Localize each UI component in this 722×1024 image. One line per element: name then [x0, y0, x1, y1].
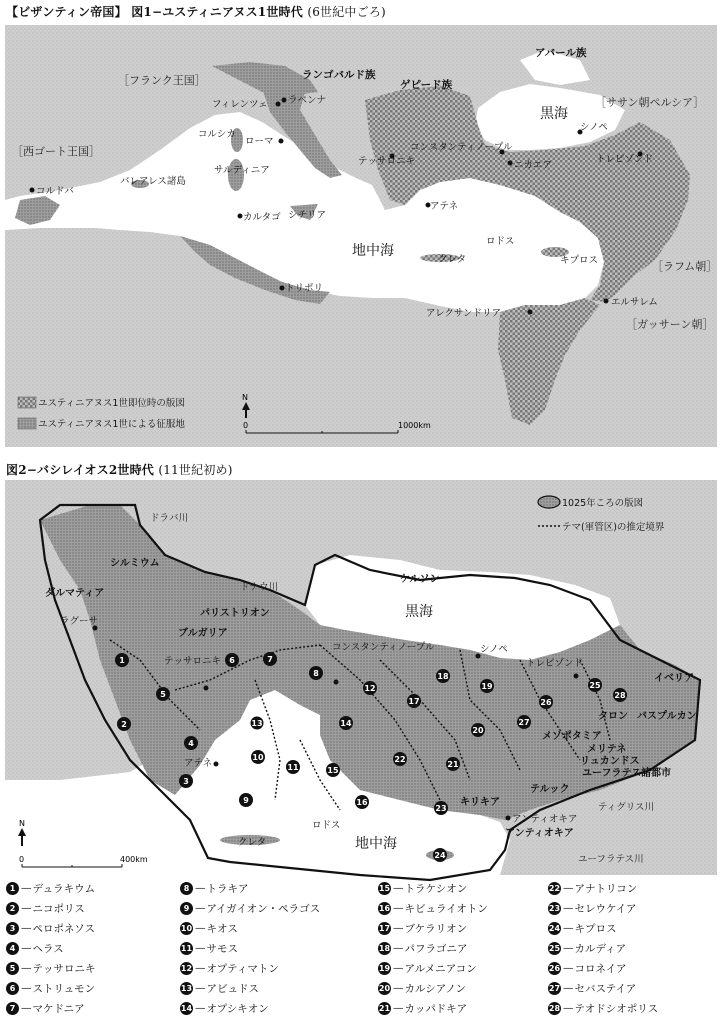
- theme-legend-item: [6, 998, 96, 1018]
- theme-marker: [517, 715, 531, 729]
- fig2-region-label: メソポタミア: [542, 731, 602, 742]
- theme-marker: [250, 716, 264, 730]
- svg-text:2: 2: [121, 720, 127, 729]
- fig2-sea-label: 地中海: [355, 836, 397, 852]
- fig2-region-label: リュカンドス: [580, 756, 640, 767]
- legend-dash: —: [563, 1002, 574, 1014]
- fig2-region-label: メリテネ: [587, 744, 627, 755]
- theme-number-badge: 4: [6, 942, 19, 955]
- theme-name: コロネイア: [574, 962, 627, 975]
- svg-text:23: 23: [435, 804, 447, 813]
- svg-text:7: 7: [267, 655, 273, 664]
- fig2-city-label: シノペ: [480, 644, 508, 655]
- svg-text:12: 12: [364, 684, 376, 693]
- legend-dash: —: [21, 1002, 32, 1014]
- fig2-region-label: バスプルカン: [637, 711, 697, 722]
- theme-legend-item: [378, 978, 488, 998]
- svg-text:10: 10: [252, 753, 264, 762]
- theme-name: ペロポネソス: [32, 922, 95, 935]
- fig2-region-label: シルミウム: [110, 558, 160, 569]
- fig1-region-label: ［ガッサーン朝］: [626, 318, 714, 331]
- theme-name: テッサロニキ: [32, 962, 96, 975]
- fig1-sea-label: 地中海: [352, 243, 394, 259]
- theme-legend-item: [378, 898, 488, 918]
- theme-legend-column: [548, 878, 658, 1018]
- theme-legend-column: [6, 878, 96, 1018]
- theme-number-badge: 21: [378, 1003, 391, 1013]
- svg-text:14: 14: [340, 719, 352, 728]
- legend-dash: —: [393, 1002, 404, 1014]
- theme-number-badge: 19: [378, 963, 391, 973]
- theme-marker: [239, 793, 253, 807]
- theme-legend-item: [378, 918, 488, 938]
- theme-number-badge: 28: [548, 1003, 561, 1013]
- theme-marker: [446, 757, 460, 771]
- theme-number-badge: 9: [180, 902, 193, 915]
- theme-marker: [251, 750, 265, 764]
- theme-name: ヘラス: [32, 942, 64, 955]
- theme-marker: [407, 694, 421, 708]
- theme-name: アビュドス: [206, 982, 259, 995]
- theme-name: カッパドキア: [404, 1002, 468, 1015]
- theme-name: セレウケイア: [574, 902, 637, 915]
- fig2-city-label: アテネ: [184, 758, 213, 769]
- theme-marker: [471, 723, 485, 737]
- legend-dash: —: [393, 902, 404, 914]
- fig1-heading-main: 図1−ユスティニアヌス1世時代: [131, 5, 303, 19]
- theme-legend-item: [6, 978, 96, 998]
- theme-number-badge: 15: [378, 883, 391, 893]
- fig2-river-label: ドラバ川: [150, 513, 189, 524]
- legend-dash: —: [21, 962, 32, 974]
- theme-legend-item: [180, 878, 320, 898]
- fig1-heading-bracket: 【ビザンティン帝国】: [6, 5, 127, 19]
- svg-text:20: 20: [472, 726, 484, 735]
- fig2-region-label: テルック: [530, 784, 570, 795]
- legend-dash: —: [195, 902, 206, 914]
- fig1-city-label: トレビゾンド: [596, 154, 654, 165]
- fig1-city-label: トリポリ: [285, 283, 324, 294]
- fig1-legend-label: ユスティニアヌス1世即位時の版図: [38, 398, 185, 409]
- fig1-map: [5, 25, 717, 447]
- svg-text:16: 16: [356, 798, 368, 807]
- fig2-river-label: ドナウ川: [240, 582, 279, 593]
- theme-name: デュラキウム: [32, 882, 96, 895]
- svg-text:6: 6: [229, 656, 235, 665]
- theme-legend: [0, 878, 722, 1024]
- theme-legend-item: [6, 878, 96, 898]
- theme-legend-item: [378, 938, 488, 958]
- theme-name: アイガイオン・ペラゴス: [206, 902, 321, 915]
- theme-legend-item: [180, 938, 320, 958]
- fig1-city-label: エルサレム: [611, 297, 658, 308]
- fig1-tribe-label: アバール族: [535, 47, 587, 59]
- svg-text:25: 25: [589, 681, 601, 690]
- fig1-city-label: コンスタンティノープル: [410, 142, 513, 153]
- theme-number-badge: 7: [6, 1002, 19, 1015]
- fig2-heading-sub: (11世紀初め): [158, 463, 233, 477]
- fig2-river-label: ティグリス川: [598, 802, 655, 813]
- legend-dash: —: [563, 902, 574, 914]
- fig2-city-label: ロドス: [312, 820, 341, 831]
- theme-name: オプティマトン: [206, 962, 279, 975]
- theme-marker: [309, 666, 323, 680]
- theme-name: セバステイア: [574, 982, 637, 995]
- legend-dash: —: [21, 922, 32, 934]
- legend-dash: —: [195, 942, 206, 954]
- fig1-region-label: ［フランク王国］: [118, 74, 206, 87]
- theme-name: ストリュモン: [32, 982, 96, 995]
- theme-legend-item: [548, 938, 658, 958]
- fig2-map: [5, 480, 717, 880]
- fig1-city-label: シノペ: [580, 122, 608, 133]
- fig2-city-label: アンティオキア: [512, 814, 578, 825]
- fig1-tribe-label: ゲピード族: [400, 79, 453, 91]
- theme-legend-item: [548, 998, 658, 1018]
- theme-name: キビュライオトン: [404, 902, 488, 915]
- svg-text:18: 18: [437, 672, 449, 681]
- legend-dash: —: [195, 962, 206, 974]
- theme-name: トラケシオン: [404, 882, 468, 895]
- svg-text:13: 13: [251, 719, 263, 728]
- legend-dash: —: [21, 982, 32, 994]
- fig1-city-label: ニカエア: [514, 160, 553, 171]
- svg-text:9: 9: [243, 796, 249, 805]
- theme-marker: [286, 760, 300, 774]
- theme-legend-item: [6, 898, 96, 918]
- theme-number-badge: 8: [180, 882, 193, 895]
- theme-legend-item: [548, 898, 658, 918]
- svg-text:21: 21: [447, 760, 459, 769]
- theme-number-badge: 25: [548, 943, 561, 953]
- theme-number-badge: 5: [6, 962, 19, 975]
- theme-marker: [179, 774, 193, 788]
- legend-dash: —: [563, 882, 574, 894]
- fig1-city-label: フィレンツェ: [212, 99, 268, 110]
- theme-number-badge: 2: [6, 902, 19, 915]
- theme-legend-item: [180, 978, 320, 998]
- theme-number-badge: 22: [548, 883, 561, 893]
- theme-legend-item: [180, 958, 320, 978]
- legend-dash: —: [195, 1002, 206, 1014]
- theme-legend-column: [378, 878, 488, 1018]
- svg-text:3: 3: [183, 777, 189, 786]
- theme-number-badge: 6: [6, 982, 19, 995]
- theme-marker: [355, 795, 369, 809]
- fig2-sea-label: 黒海: [405, 604, 433, 620]
- fig2-heading-main: 図2−バシレイオス2世時代: [6, 463, 154, 477]
- fig1-region-label: ［西ゴート王国］: [12, 145, 100, 158]
- fig2-river-label: ユーフラテス川: [578, 854, 644, 865]
- theme-number-badge: 12: [180, 963, 193, 973]
- fig2-region-label: キリキア: [460, 797, 500, 808]
- theme-legend-item: [6, 918, 96, 938]
- theme-name: アナトリコン: [574, 882, 638, 895]
- svg-text:0: 0: [243, 421, 249, 430]
- legend-dash: —: [393, 942, 404, 954]
- theme-number-badge: 11: [180, 943, 193, 953]
- legend-dash: —: [393, 962, 404, 974]
- theme-marker: [339, 716, 353, 730]
- fig1-city-label: テッサロニキ: [358, 156, 416, 167]
- fig1-sea-label: 黒海: [540, 106, 568, 122]
- legend-dash: —: [21, 942, 32, 954]
- theme-number-badge: 16: [378, 903, 391, 913]
- legend-dash: —: [21, 882, 32, 894]
- theme-marker: [115, 653, 129, 667]
- fig2-city-label: コンスタンティノープル: [332, 642, 435, 653]
- svg-text:1000km: 1000km: [398, 421, 431, 430]
- svg-text:1: 1: [119, 656, 125, 665]
- theme-marker: [363, 681, 377, 695]
- fig1-city-label: サルディニア: [214, 165, 270, 176]
- theme-number-badge: 20: [378, 983, 391, 993]
- theme-marker: [326, 763, 340, 777]
- fig2-region-label: アンティオキア: [505, 828, 574, 839]
- legend-dash: —: [393, 922, 404, 934]
- theme-name: カルディア: [574, 942, 627, 955]
- theme-number-badge: 18: [378, 943, 391, 953]
- svg-text:5: 5: [160, 690, 166, 699]
- fig2-city-label: クレタ: [238, 837, 267, 848]
- theme-legend-item: [378, 998, 488, 1018]
- fig2-legend-label: テマ(軍管区)の推定境界: [562, 522, 665, 533]
- legend-dash: —: [563, 962, 574, 974]
- theme-legend-item: [548, 978, 658, 998]
- legend-dash: —: [393, 882, 404, 894]
- theme-legend-column: [180, 878, 320, 1018]
- legend-dash: —: [563, 922, 574, 934]
- theme-legend-item: [548, 918, 658, 938]
- theme-marker: [539, 695, 553, 709]
- theme-legend-item: [6, 958, 96, 978]
- legend-dash: —: [195, 882, 206, 894]
- svg-text:22: 22: [394, 755, 406, 764]
- theme-name: アルメニアコン: [404, 962, 477, 975]
- theme-name: キオス: [206, 922, 238, 935]
- fig1-city-label: ローマ: [245, 136, 274, 147]
- theme-name: トラキア: [206, 882, 249, 895]
- theme-name: マケドニア: [32, 1002, 85, 1015]
- theme-name: オプシキオン: [206, 1002, 269, 1015]
- fig2-region-label: パリストリオン: [200, 608, 270, 619]
- svg-text:0: 0: [19, 855, 25, 864]
- theme-legend-item: [180, 898, 320, 918]
- fig2-city-label: トレビゾンド: [526, 658, 584, 669]
- theme-marker: [263, 652, 277, 666]
- fig1-city-label: アレクサンドリア: [426, 308, 501, 319]
- fig2-legend-label: 1025年ころの版図: [562, 498, 644, 509]
- theme-legend-item: [378, 878, 488, 898]
- fig1-city-label: アテネ: [430, 201, 459, 212]
- theme-name: ニコポリス: [32, 902, 85, 915]
- theme-marker: [588, 678, 602, 692]
- theme-name: テオドシオポリス: [574, 1002, 659, 1015]
- svg-text:8: 8: [313, 669, 319, 678]
- theme-number-badge: 24: [548, 923, 561, 933]
- legend-dash: —: [563, 982, 574, 994]
- theme-marker: [393, 752, 407, 766]
- theme-legend-item: [548, 958, 658, 978]
- fig1-city-label: シチリア: [288, 210, 327, 221]
- fig1-city-label: クレタ: [438, 254, 467, 265]
- theme-legend-item: [180, 918, 320, 938]
- fig1-city-label: カルタゴ: [243, 212, 281, 223]
- legend-dash: —: [195, 982, 206, 994]
- theme-name: ブケラリオン: [404, 922, 468, 935]
- fig1-region-label: ［ササン朝ペルシア］: [595, 96, 705, 109]
- fig2-region-label: ユーフラテス諸都市: [582, 768, 672, 779]
- theme-name: パフラゴニア: [404, 942, 468, 955]
- theme-marker: [225, 653, 239, 667]
- theme-legend-item: [378, 958, 488, 978]
- theme-number-badge: 23: [548, 903, 561, 913]
- fig2-city-label: テッサロニキ: [164, 656, 222, 667]
- theme-marker: [433, 848, 447, 862]
- theme-number-badge: 13: [180, 983, 193, 993]
- theme-legend-item: [548, 878, 658, 898]
- legend-dash: —: [195, 922, 206, 934]
- theme-number-badge: 10: [180, 923, 193, 933]
- svg-text:4: 4: [188, 739, 194, 748]
- svg-text:27: 27: [518, 718, 530, 727]
- theme-name: サモス: [206, 942, 238, 955]
- theme-marker: [156, 687, 170, 701]
- fig2-region-label: イベリア: [654, 673, 694, 684]
- theme-number-badge: 27: [548, 983, 561, 993]
- fig2-region-label: ケルソン: [400, 574, 440, 585]
- fig2-region-label: タロン: [598, 711, 628, 722]
- fig2-region-label: ダルマティア: [45, 588, 105, 599]
- svg-text:28: 28: [614, 691, 626, 700]
- fig1-legend-label: ユスティニアヌス1世による征服地: [38, 419, 185, 430]
- fig2-city-label: ラグーサ: [60, 616, 99, 627]
- fig1-region-label: ［ラフム朝］: [652, 260, 718, 273]
- fig1-city-label: バレアレス諸島: [120, 176, 186, 187]
- fig1-city-label: コルシカ: [198, 129, 236, 140]
- legend-dash: —: [21, 902, 32, 914]
- svg-text:19: 19: [481, 682, 493, 691]
- theme-marker: [117, 717, 131, 731]
- fig1-city-label: キプロス: [560, 255, 599, 266]
- theme-number-badge: 26: [548, 963, 561, 973]
- theme-marker: [434, 801, 448, 815]
- theme-marker: [480, 679, 494, 693]
- theme-number-badge: 1: [6, 882, 19, 895]
- svg-text:11: 11: [287, 763, 299, 772]
- theme-name: カルシアノン: [404, 982, 466, 995]
- theme-number-badge: 3: [6, 922, 19, 935]
- svg-text:24: 24: [434, 851, 446, 860]
- svg-text:26: 26: [540, 698, 552, 707]
- theme-legend-item: [6, 938, 96, 958]
- svg-text:N: N: [242, 393, 248, 402]
- fig1-tribe-label: ランゴバルド族: [302, 69, 376, 81]
- theme-marker: [436, 669, 450, 683]
- fig1-city-label: ロドス: [486, 236, 515, 247]
- svg-text:N: N: [19, 819, 25, 828]
- theme-number-badge: 17: [378, 923, 391, 933]
- fig1-heading-sub: (6世紀中ごろ): [307, 5, 386, 19]
- legend-dash: —: [563, 942, 574, 954]
- theme-marker: [613, 688, 627, 702]
- legend-dash: —: [393, 982, 404, 994]
- fig1-city-label: ラベンナ: [288, 95, 327, 106]
- svg-text:15: 15: [327, 766, 339, 775]
- theme-name: キプロス: [574, 922, 617, 935]
- svg-text:400km: 400km: [120, 855, 148, 864]
- theme-number-badge: 14: [180, 1003, 193, 1013]
- fig1-city-label: コルドバ: [36, 186, 74, 197]
- svg-text:17: 17: [408, 697, 420, 706]
- fig2-region-label: ブルガリア: [178, 628, 228, 639]
- theme-legend-item: [180, 998, 320, 1018]
- theme-marker: [184, 736, 198, 750]
